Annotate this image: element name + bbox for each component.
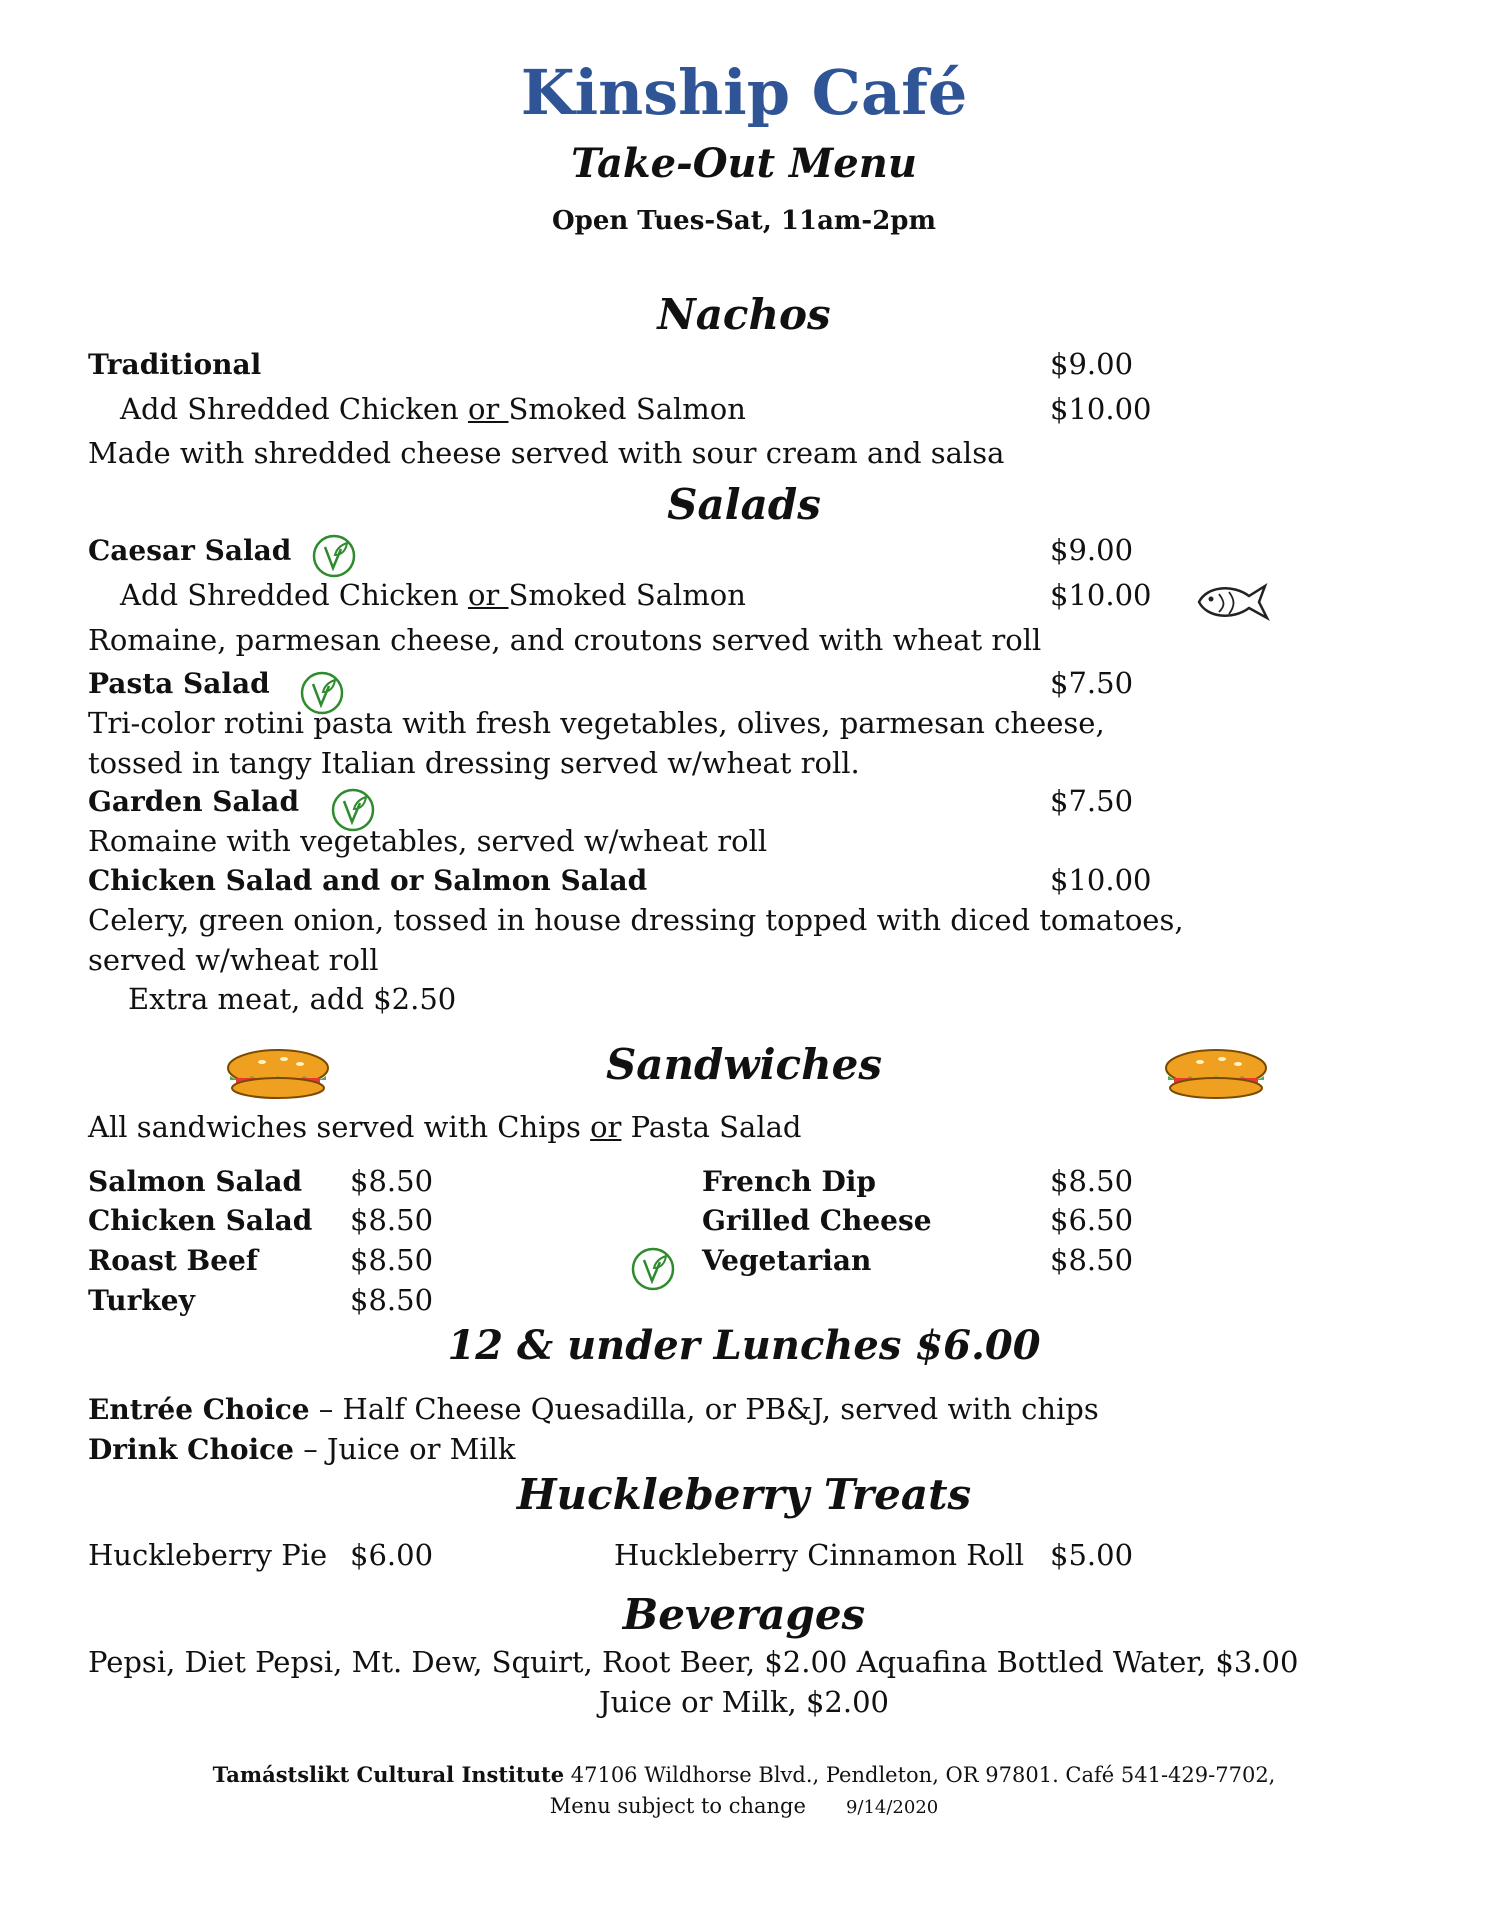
treat-price-roll: $5.00: [1050, 1538, 1134, 1572]
sandwich-price: $8.50: [1050, 1164, 1134, 1198]
sandwich-name: Salmon Salad: [88, 1165, 303, 1198]
sandwich-name: French Dip: [702, 1165, 876, 1198]
addon-or: or: [467, 392, 509, 426]
item-price-chicken-salmon-salad: $10.00: [1050, 863, 1152, 897]
sandwich-name: Vegetarian: [702, 1244, 872, 1277]
intro-text: Pasta Salad: [621, 1110, 802, 1144]
kids-entree-line: [88, 1392, 1099, 1426]
footer-org: Tamástslikt Cultural Institute: [212, 1762, 565, 1787]
section-heading-beverages: Beverages: [622, 1590, 866, 1639]
section-heading-salads: Salads: [667, 480, 821, 529]
section-heading-nachos: Nachos: [657, 290, 831, 339]
intro-or: or: [590, 1110, 622, 1144]
addon-text: Smoked Salmon: [508, 578, 746, 612]
sandwich-price: $6.50: [1050, 1203, 1134, 1237]
addon-text: Smoked Salmon: [508, 392, 746, 426]
page-title: Kinship Café: [520, 56, 968, 129]
menu-subtitle: Take-Out Menu: [571, 140, 917, 187]
vegetarian-leaf-icon: [311, 533, 357, 579]
item-name-chicken-salmon-salad: Chicken Salad and or Salmon Salad: [88, 864, 648, 897]
drink-text: – Juice or Milk: [294, 1432, 516, 1466]
nachos-addon-price: $10.00: [1050, 392, 1152, 426]
footer-address-text: 47106 Wildhorse Blvd., Pendleton, OR 97801. Café 541-429-7702,: [564, 1763, 1276, 1787]
sandwiches-intro: [88, 1110, 801, 1144]
item-price-pasta-salad: $7.50: [1050, 666, 1134, 700]
opening-hours: Open Tues-Sat, 11am-2pm: [551, 206, 936, 236]
pasta-description-line1: Tri-color rotini pasta with fresh vegetables, olives, parmesan cheese,: [88, 706, 1105, 740]
caesar-addon-price: $10.00: [1050, 578, 1152, 612]
sandwich-name: Turkey: [88, 1284, 195, 1317]
treat-name-pie: Huckleberry Pie: [88, 1538, 328, 1572]
treat-price-pie: $6.00: [350, 1538, 434, 1572]
section-heading-treats: Huckleberry Treats: [516, 1470, 972, 1519]
entree-label: Entrée Choice: [88, 1393, 310, 1426]
item-name-traditional: Traditional: [88, 348, 262, 381]
extra-meat-note: Extra meat, add $2.50: [128, 982, 457, 1016]
sandwich-price: $8.50: [350, 1164, 434, 1198]
sandwich-price: $8.50: [1050, 1243, 1134, 1277]
addon-text: Add Shredded Chicken: [120, 392, 468, 426]
pasta-description-line2: tossed in tangy Italian dressing served w/wheat roll.: [88, 746, 860, 780]
sandwich-price: $8.50: [350, 1203, 434, 1237]
item-name-garden-salad: Garden Salad: [88, 785, 300, 818]
item-price-garden-salad: $7.50: [1050, 784, 1134, 818]
item-name-pasta-salad: Pasta Salad: [88, 667, 270, 700]
chicken-description-line1: Celery, green onion, tossed in house dressing topped with diced tomatoes,: [88, 903, 1184, 937]
item-price-caesar: $9.00: [1050, 533, 1134, 567]
vegetarian-leaf-icon: [630, 1246, 676, 1292]
sandwich-price: $8.50: [350, 1283, 434, 1317]
sandwich-name: Chicken Salad: [88, 1204, 313, 1237]
nachos-addon: [120, 392, 746, 426]
section-heading-kids: 12 & under Lunches $6.00: [447, 1322, 1041, 1369]
footer-note-text: Menu subject to change: [549, 1794, 806, 1818]
section-heading-sandwiches: Sandwiches: [605, 1040, 883, 1089]
addon-or: or: [467, 578, 509, 612]
caesar-addon: [120, 578, 746, 612]
caesar-description: Romaine, parmesan cheese, and croutons served with wheat roll: [88, 623, 1042, 657]
sandwich-price: $8.50: [350, 1243, 434, 1277]
entree-text: – Half Cheese Quesadilla, or PB&J, served with chips: [309, 1392, 1099, 1426]
sandwich-name: Roast Beef: [88, 1244, 258, 1277]
footer-address: [0, 1762, 1488, 1787]
footer-note: [0, 1794, 1488, 1818]
nachos-description: Made with shredded cheese served with sour cream and salsa: [88, 436, 1005, 470]
kids-drink-line: [88, 1432, 516, 1466]
beverages-line2: Juice or Milk, $2.00: [598, 1685, 889, 1719]
item-price-traditional: $9.00: [1050, 347, 1134, 381]
treat-name-roll: Huckleberry Cinnamon Roll: [614, 1538, 1025, 1572]
garden-description: Romaine with vegetables, served w/wheat roll: [88, 824, 768, 858]
beverages-line1: Pepsi, Diet Pepsi, Mt. Dew, Squirt, Root Beer, $2.00 Aquafina Bottled Water, $3.00: [88, 1645, 1299, 1679]
chicken-description-line2: served w/wheat roll: [88, 943, 379, 977]
drink-label: Drink Choice: [88, 1433, 294, 1466]
intro-text: All sandwiches served with Chips: [88, 1110, 591, 1144]
sandwich-icon: [1160, 1046, 1272, 1102]
footer-date: 9/14/2020: [845, 1797, 939, 1818]
sandwich-name: Grilled Cheese: [702, 1204, 932, 1237]
item-name-caesar: Caesar Salad: [88, 534, 292, 567]
fish-icon: [1193, 578, 1273, 626]
addon-text: Add Shredded Chicken: [120, 578, 468, 612]
